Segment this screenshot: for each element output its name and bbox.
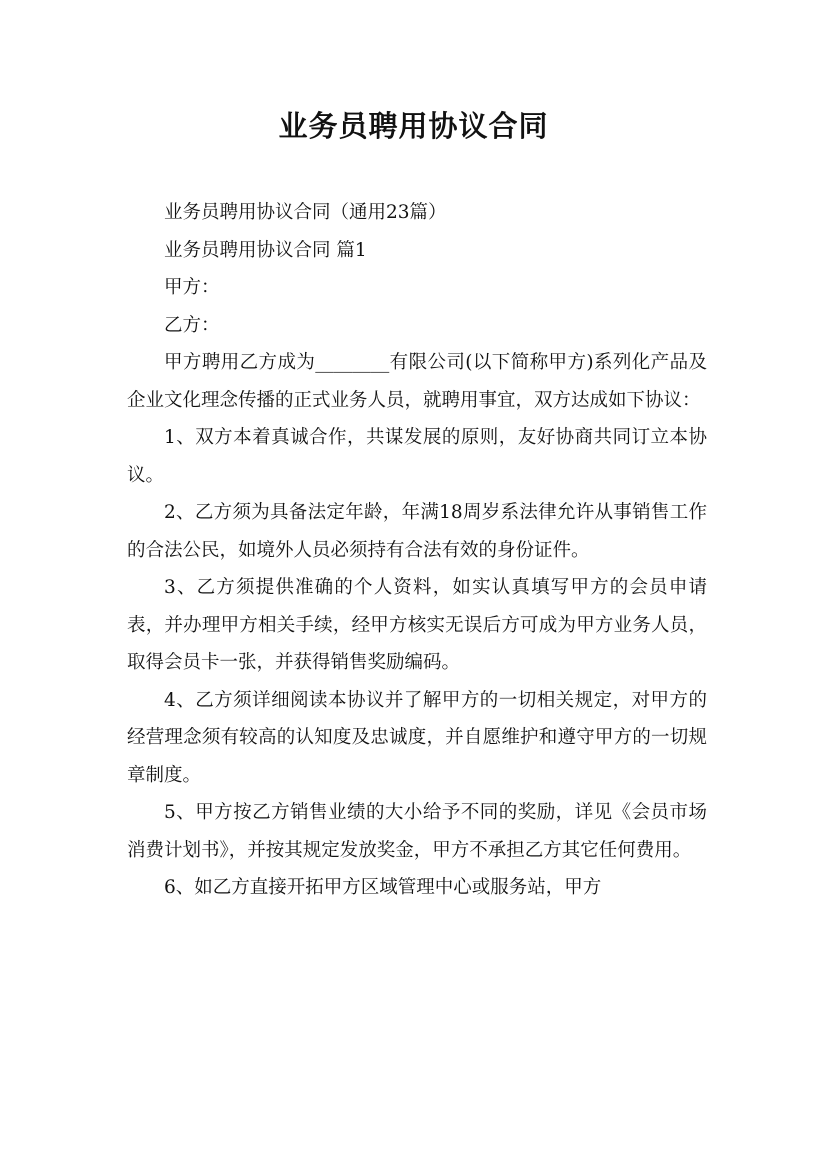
- clause-paragraph: 3、乙方须提供准确的个人资料，如实认真填写甲方的会员申请表，并办理甲方相关手续，经甲方核实无误后方可成为甲方业务人员，取得会员卡一张，并获得销售奖励编码。: [127, 577, 707, 673]
- document-title: 业务员聘用协议合同: [278, 109, 549, 143]
- clause-paragraph: 5、甲方按乙方销售业绩的大小给予不同的奖励，详见《会员市场消费计划书》，并按其规定发放奖金，甲方不承担乙方其它任何费用。: [127, 802, 707, 861]
- party-b-label: 乙方：: [164, 314, 220, 336]
- clause-paragraph: 1、双方本着真诚合作，共谋发展的原则，友好协商共同订立本协议。: [127, 427, 707, 486]
- clause-paragraph: 6、如乙方直接开拓甲方区域管理中心或服务站，甲方: [164, 877, 602, 898]
- clause-paragraph: 4、乙方须详细阅读本协议并了解甲方的一切相关规定，对甲方的经营理念须有较高的认知度及忠诚度，并自愿维护和遵守甲方的一切规章制度。: [127, 689, 707, 786]
- section-heading: 业务员聘用协议合同 篇1: [164, 239, 367, 261]
- clause-paragraph: 2、乙方须为具备法定年龄，年满18周岁系法律允许从事销售工作的合法公民，如境外人员必须持有合法有效的身份证件。: [127, 502, 707, 561]
- document-subtitle: 业务员聘用协议合同（通用23篇）: [164, 202, 447, 223]
- intro-paragraph: 甲方聘用乙方成为________有限公司(以下简称甲方)系列化产品及企业文化理念传播的正式业务人员，就聘用事宜，双方达成如下协议：: [127, 352, 707, 411]
- document-body: [127, 194, 707, 907]
- party-a-label: 甲方：: [164, 277, 220, 298]
